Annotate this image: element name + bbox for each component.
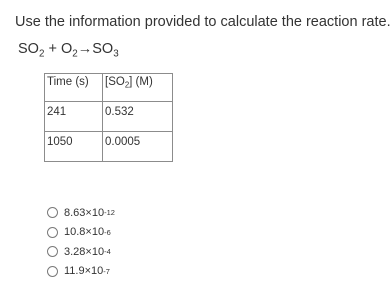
cell-concentration: 0.0005 [103, 132, 173, 162]
cell-time: 241 [45, 102, 103, 132]
cell-time: 1050 [45, 132, 103, 162]
header-time: Time (s) [45, 74, 103, 102]
option-base: 10.8×10 [64, 226, 105, 239]
header-concentration [103, 74, 173, 102]
reaction-arrow: → [77, 41, 93, 57]
header-conc-subscript: 2 [124, 80, 130, 90]
radio-button[interactable] [47, 227, 58, 238]
answer-option[interactable] [47, 242, 115, 262]
header-conc-suffix: ] (M) [129, 76, 153, 88]
option-exponent: -12 [104, 208, 115, 218]
answer-option[interactable] [47, 262, 115, 282]
table-row [45, 132, 173, 162]
option-base: 11.9×10 [64, 265, 104, 278]
equation-reactant-2: + O [44, 41, 73, 57]
radio-button[interactable] [47, 246, 58, 257]
answer-option[interactable] [47, 223, 115, 243]
question-text: Use the information provided to calculate the reaction rate. [15, 14, 391, 30]
option-exponent: -7 [103, 266, 110, 276]
answer-option[interactable] [47, 203, 115, 223]
equation-subscript-3: 3 [113, 48, 119, 60]
option-base: 8.63×10 [64, 206, 105, 219]
reaction-equation [18, 41, 119, 59]
radio-button[interactable] [47, 207, 58, 218]
equation-product: SO [92, 41, 114, 57]
equation-subscript-2: 2 [72, 48, 78, 60]
table-header-row [45, 74, 173, 102]
equation-subscript-1: 2 [38, 48, 45, 60]
answer-options [47, 203, 115, 281]
equation-reactant-1: SO [18, 41, 39, 57]
option-exponent: -4 [104, 247, 111, 257]
cell-concentration: 0.532 [103, 102, 173, 132]
table-row [45, 102, 173, 132]
option-exponent: -6 [104, 227, 111, 237]
radio-button[interactable] [47, 266, 58, 277]
option-base: 3.28×10 [64, 245, 105, 258]
data-table [44, 73, 173, 162]
header-conc-prefix: [SO [105, 76, 125, 88]
